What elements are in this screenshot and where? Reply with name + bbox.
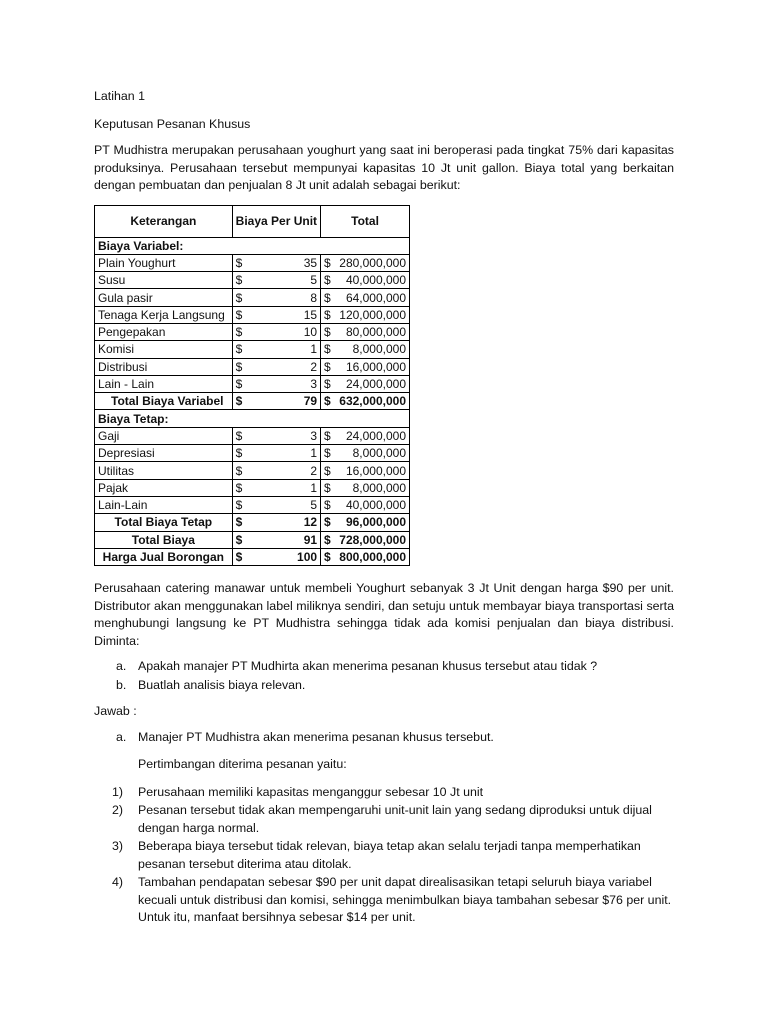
total-cost: 800,000,000 [334, 548, 409, 565]
table-row [95, 306, 410, 323]
total-cost: 16,000,000 [334, 358, 409, 375]
total-cost: 64,000,000 [334, 289, 409, 306]
row-label: Gula pasir [95, 289, 233, 306]
unit-currency: $ [232, 289, 258, 306]
total-currency: $ [321, 306, 335, 323]
row-label: Gaji [95, 427, 233, 444]
unit-cost: 1 [258, 445, 321, 462]
total-currency: $ [321, 272, 335, 289]
table-row [95, 358, 410, 375]
unit-cost: 8 [258, 289, 321, 306]
consideration-text: Perusahaan memiliki kapasitas menganggur sebesar 10 Jt unit [138, 784, 484, 799]
question-item [94, 677, 674, 695]
consideration-marker: 4) [112, 875, 124, 890]
unit-cost: 5 [258, 272, 321, 289]
unit-cost: 1 [258, 479, 321, 496]
consideration-text: Tambahan pendapatan sebesar $90 per unit dapat direalisasikan tetapi seluruh biaya variabel kecuali untuk distribusi dan komisi, sehingga menimbulkan biaya tambahan sebesar $76 per unit. Untuk itu, manfaat bersihnya sebesar $14 per unit. [138, 875, 672, 925]
considerations-title: Pertimbangan diterima pesanan yaitu: [138, 757, 347, 772]
fixed-total-row [95, 514, 410, 531]
question-item [94, 658, 674, 676]
unit-currency: $ [232, 323, 258, 340]
total-currency: $ [321, 375, 335, 392]
table-header-row [95, 205, 410, 237]
unit-cost: 2 [258, 358, 321, 375]
consideration-text: Pesanan tersebut tidak akan mempengaruhi unit-unit lain yang sedang diproduksi untuk dijual dengan harga normal. [138, 803, 652, 835]
consideration-text: Beberapa biaya tersebut tidak relevan, biaya tetap akan selalu terjadi tanpa memperhatikan pesanan tersebut diterima atau ditolak. [138, 839, 641, 871]
total-cost: 8,000,000 [334, 479, 409, 496]
document-page [94, 88, 674, 928]
unit-currency: $ [232, 375, 258, 392]
unit-currency: $ [232, 531, 258, 548]
unit-cost: 3 [258, 375, 321, 392]
row-label: Komisi [95, 341, 233, 358]
total-cost: 632,000,000 [334, 393, 409, 410]
total-currency: $ [321, 479, 335, 496]
unit-currency: $ [232, 462, 258, 479]
total-cost: 24,000,000 [334, 427, 409, 444]
total-cost: 40,000,000 [334, 496, 409, 513]
total-cost: 16,000,000 [334, 462, 409, 479]
total-currency: $ [321, 548, 335, 565]
total-cost: 80,000,000 [334, 323, 409, 340]
row-label: Total Biaya Tetap [95, 514, 233, 531]
unit-cost: 1 [258, 341, 321, 358]
unit-currency: $ [232, 445, 258, 462]
header-keterangan: Keterangan [95, 205, 233, 237]
answer-a [94, 729, 674, 747]
considerations-list [94, 784, 674, 927]
unit-currency: $ [232, 341, 258, 358]
unit-currency: $ [232, 306, 258, 323]
row-label: Pengepakan [95, 323, 233, 340]
unit-cost: 79 [258, 393, 321, 410]
total-cost: 8,000,000 [334, 445, 409, 462]
total-cost: 728,000,000 [334, 531, 409, 548]
table-row [95, 496, 410, 513]
fixed-heading-row [95, 410, 410, 427]
unit-cost: 10 [258, 323, 321, 340]
total-cost: 8,000,000 [334, 341, 409, 358]
row-label: Total Biaya [95, 531, 233, 548]
wholesale-price-row [95, 548, 410, 565]
table-row [95, 462, 410, 479]
row-label: Distribusi [95, 358, 233, 375]
unit-currency: $ [232, 393, 258, 410]
table-row [95, 289, 410, 306]
question-text: Buatlah analisis biaya relevan. [138, 677, 306, 692]
consideration-item [94, 874, 674, 927]
variable-total-row [95, 393, 410, 410]
row-label: Susu [95, 272, 233, 289]
row-label: Pajak [95, 479, 233, 496]
consideration-item [94, 784, 674, 802]
table-row [95, 375, 410, 392]
unit-cost: 100 [258, 548, 321, 565]
row-label: Harga Jual Borongan [95, 548, 233, 565]
consideration-item [94, 802, 674, 837]
grand-total-row [95, 531, 410, 548]
unit-currency: $ [232, 514, 258, 531]
row-label: Tenaga Kerja Langsung [95, 306, 233, 323]
consideration-marker: 2) [112, 803, 124, 818]
total-currency: $ [321, 358, 335, 375]
total-currency: $ [321, 445, 335, 462]
consideration-item [94, 838, 674, 873]
answer-marker: a. [116, 729, 127, 744]
header-biaya-per-unit: Biaya Per Unit [232, 205, 320, 237]
consideration-marker: 1) [112, 784, 124, 799]
fixed-heading: Biaya Tetap: [95, 410, 410, 427]
table-body [95, 237, 410, 566]
cost-table [94, 205, 410, 567]
question-text: Apakah manajer PT Mudhirta akan menerima pesanan khusus tersebut atau tidak ? [138, 659, 598, 674]
answer-label: Jawab : [94, 704, 137, 719]
offer-paragraph: Perusahaan catering manawar untuk membeli Youghurt sebanyak 3 Jt Unit dengan harga $90 per unit. Distributor akan menggunakan label miliknya sendiri, dan setuju untuk membayar biaya transportasi serta menghubungi langsung ke PT Mudhistra sehingga tidak ada komisi penjualan dan biaya distribusi. Diminta: [94, 581, 674, 648]
total-currency: $ [321, 427, 335, 444]
total-currency: $ [321, 323, 335, 340]
unit-cost: 15 [258, 306, 321, 323]
unit-cost: 3 [258, 427, 321, 444]
table-row [95, 323, 410, 340]
unit-cost: 2 [258, 462, 321, 479]
total-currency: $ [321, 393, 335, 410]
table-row [95, 445, 410, 462]
table-row [95, 427, 410, 444]
total-currency: $ [321, 289, 335, 306]
unit-currency: $ [232, 548, 258, 565]
unit-currency: $ [232, 358, 258, 375]
header-total: Total [321, 205, 410, 237]
unit-currency: $ [232, 272, 258, 289]
document-subtitle: Keputusan Pesanan Khusus [94, 116, 251, 131]
total-currency: $ [321, 514, 335, 531]
total-cost: 24,000,000 [334, 375, 409, 392]
row-label: Lain - Lain [95, 375, 233, 392]
unit-cost: 35 [258, 254, 321, 271]
unit-currency: $ [232, 254, 258, 271]
total-cost: 96,000,000 [334, 514, 409, 531]
variable-heading: Biaya Variabel: [95, 237, 410, 254]
answer-text: Manajer PT Mudhistra akan menerima pesanan khusus tersebut. [138, 729, 494, 744]
question-marker: b. [116, 677, 127, 692]
questions-list [94, 658, 674, 694]
total-currency: $ [321, 254, 335, 271]
row-label: Plain Youghurt [95, 254, 233, 271]
row-label: Utilitas [95, 462, 233, 479]
unit-currency: $ [232, 496, 258, 513]
total-cost: 40,000,000 [334, 272, 409, 289]
total-currency: $ [321, 341, 335, 358]
intro-paragraph: PT Mudhistra merupakan perusahaan youghurt yang saat ini beroperasi pada tingkat 75% dari kapasitas produksinya. Perusahaan tersebut mempunyai kapasitas 10 Jt unit gallon. Biaya total yang berkaitan dengan pembuatan dan penjualan 8 Jt unit adalah sebagai berikut: [94, 143, 674, 192]
total-currency: $ [321, 531, 335, 548]
variable-heading-row [95, 237, 410, 254]
unit-currency: $ [232, 479, 258, 496]
total-currency: $ [321, 496, 335, 513]
table-row [95, 341, 410, 358]
document-title: Latihan 1 [94, 89, 145, 103]
unit-cost: 91 [258, 531, 321, 548]
unit-cost: 5 [258, 496, 321, 513]
total-currency: $ [321, 462, 335, 479]
unit-cost: 12 [258, 514, 321, 531]
table-row [95, 479, 410, 496]
table-row [95, 272, 410, 289]
total-cost: 120,000,000 [334, 306, 409, 323]
unit-currency: $ [232, 427, 258, 444]
row-label: Depresiasi [95, 445, 233, 462]
total-cost: 280,000,000 [334, 254, 409, 271]
consideration-marker: 3) [112, 839, 124, 854]
table-row [95, 254, 410, 271]
question-marker: a. [116, 659, 127, 674]
row-label: Total Biaya Variabel [95, 393, 233, 410]
row-label: Lain-Lain [95, 496, 233, 513]
